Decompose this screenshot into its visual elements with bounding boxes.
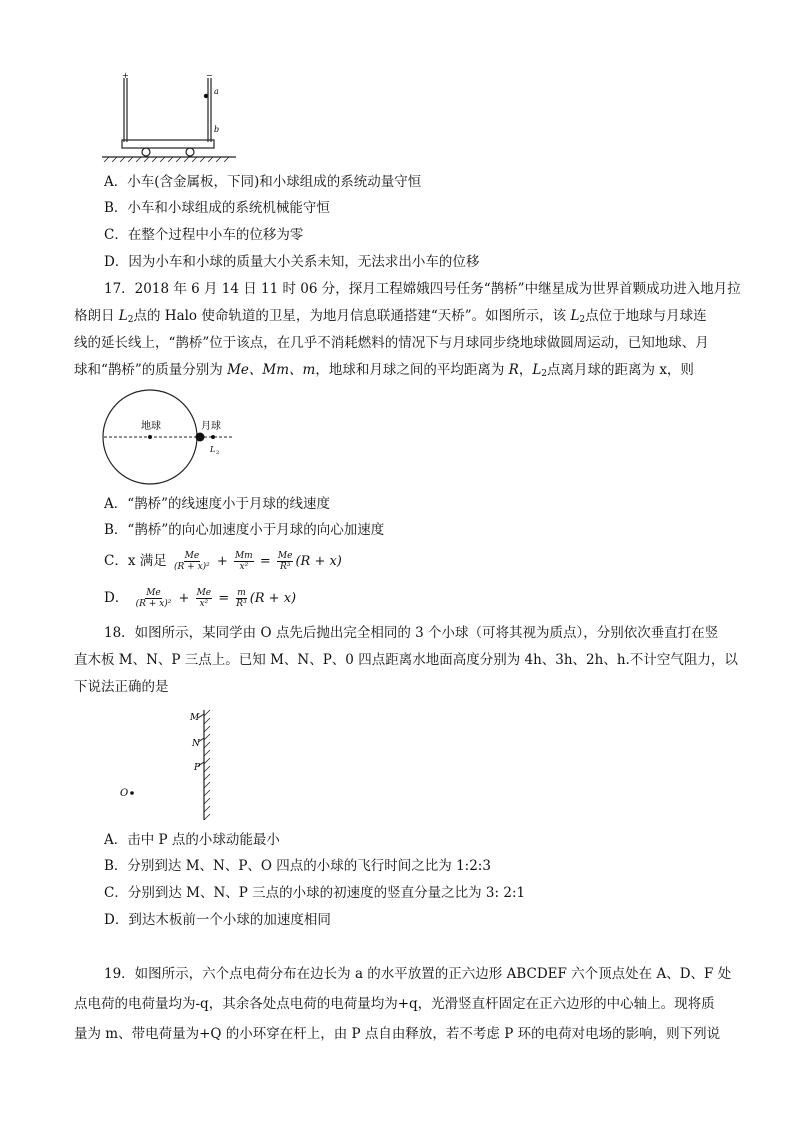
q19-line-2: 点电荷的电荷量均为-q，其余各处点电荷的电荷量均为+q，光滑竖直杆固定在正六边形的中心轴上。现将质 bbox=[74, 996, 715, 1012]
l2-dot bbox=[211, 435, 215, 439]
board-figure bbox=[110, 706, 220, 826]
q16-option-c: C．在整个过程中小车的位移为零 bbox=[104, 227, 304, 243]
l2-label: L bbox=[210, 445, 216, 454]
label-p: P bbox=[194, 763, 201, 773]
cart-figure bbox=[100, 72, 240, 162]
q17-option-b: B．“鹊桥”的向心加速度小于月球的向心加速度 bbox=[104, 522, 385, 538]
q18-line-2: 直木板 M、N、P 三点上。已知 M、N、P、0 四点距离水地面高度分别为 4h、3h、2h、h.不计空气阻力，以 bbox=[74, 652, 738, 668]
q18-line-3: 下说法正确的是 bbox=[74, 679, 169, 695]
q17-line-4: 球和“鹊桥”的质量分别为 Me、Mm、m，地球和月球之间的平均距离为 R，$L_2$点离月球的距离为 x，则 bbox=[74, 362, 694, 379]
q17-option-c: C．x 满足 $\frac{Me}{\text{(R + x)²}}$ + $\frac{Mm}{\text{x²}}$ = $\frac{Me}{\text{R³}}$ (R + x) bbox=[104, 551, 342, 572]
q18-option-b: B．分别到达 M、N、P、O 四点的小球的飞行时间之比为 1:2:3 bbox=[104, 858, 491, 874]
moon-dot bbox=[196, 433, 205, 442]
q19-line-1: 19．如图所示，六个点电荷分布在边长为 a 的水平放置的正六边形 ABCDEF 六个顶点处在 A、D、F 处 bbox=[104, 966, 732, 982]
q16-option-b: B．小车和小球组成的系统机械能守恒 bbox=[104, 200, 330, 216]
q18-option-c: C．分别到达 M、N、P 三点的小球的初速度的竖直分量之比为 3: 2:1 bbox=[104, 885, 526, 901]
earth-dot bbox=[148, 435, 152, 439]
q16-option-d: D．因为小车和小球的质量大小关系未知，无法求出小车的位移 bbox=[104, 254, 480, 270]
moon-label: 月球 bbox=[201, 421, 221, 432]
q17-line-1: 17．2018 年 6 月 14 日 11 时 06 分，探月工程嫦娥四号任务“鹊桥”中继星成为世界首颗成功进入地月拉 bbox=[104, 281, 741, 297]
q17-option-a: A．“鹊桥”的线速度小于月球的线速度 bbox=[104, 496, 331, 512]
q18-option-d: D．到达木板前一个小球的加速度相同 bbox=[104, 912, 331, 928]
label-b: b bbox=[214, 125, 220, 134]
label-a: a bbox=[214, 87, 219, 96]
formula-c: $\frac{Me}{\text{(R + x)²}}$ + $\frac{Mm}{\text{x²}}$ = $\frac{Me}{\text{R³}}$ (R + x) bbox=[174, 551, 342, 572]
q18-option-a: A．击中 P 点的小球动能最小 bbox=[104, 832, 280, 848]
q19-line-3: 量为 m、带电荷量为+Q 的小环穿在杆上，由 P 点自由释放，若不考虑 P 环的电荷对电场的影响，则下列说 bbox=[74, 1026, 721, 1042]
q17-line-2: 格朗日 $L_2$点的 Halo 使命轨道的卫星，为地月信息联通搭建“天桥”。如图所示，该 $L_2$点位于地球与月球连 bbox=[74, 308, 707, 325]
earth-label: 地球 bbox=[141, 421, 161, 432]
q16-option-a: A．小车(含金属板，下同)和小球组成的系统动量守恒 bbox=[104, 174, 422, 190]
q17-option-d: D． $\frac{Me}{\text{(R + x)²}}$ + $\frac{Me}{\text{x²}}$ = $\frac{m}{\text{R³}}$ (R + x) bbox=[104, 588, 297, 609]
label-m: M bbox=[190, 713, 200, 723]
plus-sign: + bbox=[122, 72, 129, 80]
q18-line-1: 18．如图所示，某同学由 O 点先后抛出完全相同的 3 个小球（可将其视为质点），分别依次垂直打在竖 bbox=[104, 625, 719, 641]
l2-sub: 2 bbox=[216, 450, 220, 456]
label-n: N bbox=[192, 739, 200, 749]
orbit-figure bbox=[100, 388, 236, 486]
minus-sign: − bbox=[206, 72, 213, 80]
q17-line-3: 线的延长线上，“鹊桥”位于该点，在几乎不消耗燃料的情况下与月球同步绕地球做圆周运动，已知地球、月 bbox=[74, 335, 709, 351]
label-o: O bbox=[120, 788, 129, 799]
formula-d: $\frac{Me}{\text{(R + x)²}}$ + $\frac{Me}{\text{x²}}$ = $\frac{m}{\text{R³}}$ (R + x) bbox=[135, 588, 297, 609]
point-o bbox=[130, 791, 134, 795]
ball bbox=[204, 94, 208, 98]
